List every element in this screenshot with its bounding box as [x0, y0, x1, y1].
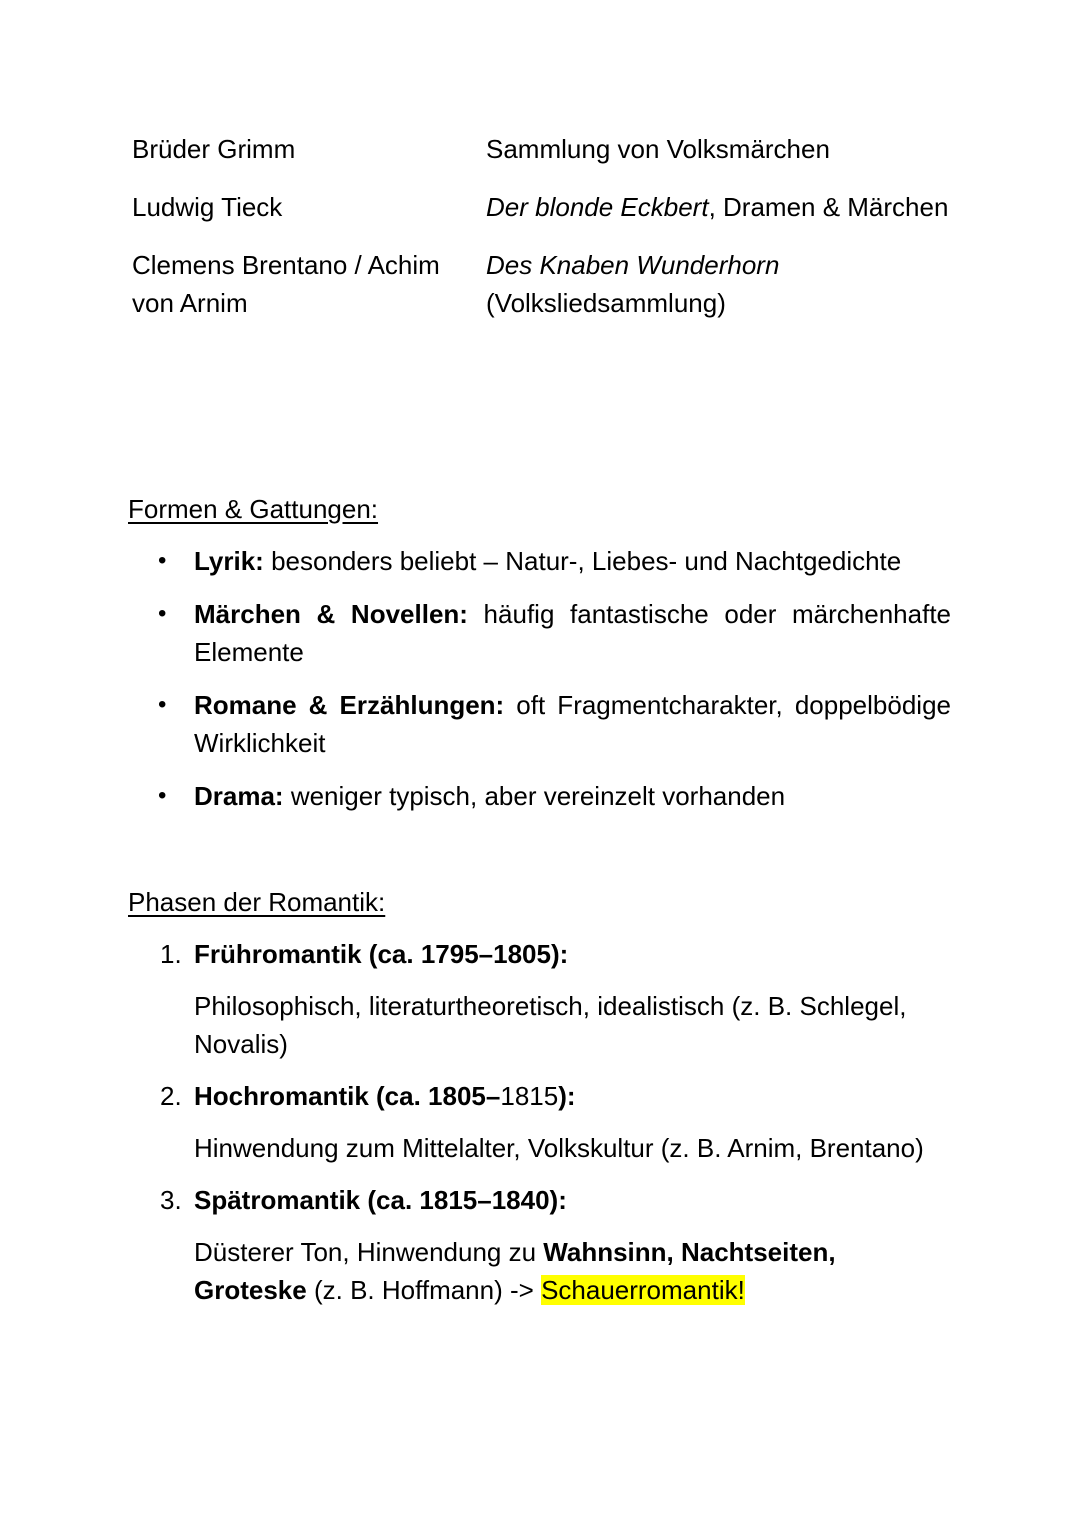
work-text: (Volksliedsammlung) — [486, 288, 726, 318]
item-text: häufig fantastische oder märchenhafte Elemente — [194, 599, 951, 667]
phases-heading: Phasen der Romantik: — [128, 887, 386, 917]
bullet-icon: • — [158, 691, 167, 718]
table-row — [132, 246, 952, 322]
phases-list — [160, 935, 954, 1323]
phase-description — [194, 1233, 954, 1309]
phase-number: 3. — [160, 1185, 182, 1215]
desc-bold: Wahnsinn, Nachtseiten, Groteske — [194, 1237, 836, 1305]
item-text: oft Fragmentcharakter, doppelbödige Wirklichkeit — [194, 690, 951, 758]
author-work — [486, 246, 952, 322]
phase-description: Philosophisch, literaturtheoretisch, idealistisch (z. B. Schlegel, Novalis) — [194, 991, 907, 1059]
item-label: Lyrik: — [194, 546, 264, 576]
item-text: weniger typisch, aber vereinzelt vorhanden — [283, 781, 786, 811]
item-label: Märchen & Novellen: — [194, 599, 468, 629]
phase-title: Frühromantik (ca. 1795–1805): — [194, 939, 569, 969]
author-works-table — [132, 130, 952, 342]
phase-item — [160, 935, 954, 1063]
item-text: besonders beliebt – Natur-, Liebes- und Nachtgedichte — [263, 546, 902, 576]
item-label: Drama: — [194, 781, 284, 811]
forms-list — [158, 542, 951, 830]
phase-title-bold: Hochromantik (ca. 1805– — [194, 1081, 501, 1111]
work-text: , Dramen & Märchen — [708, 192, 949, 222]
phase-title — [194, 1077, 954, 1115]
list-item — [158, 542, 951, 580]
bullet-icon: • — [158, 782, 167, 809]
author-name: Clemens Brentano / Achim von Arnim — [132, 250, 440, 318]
bullet-icon: • — [158, 600, 167, 627]
author-work — [486, 188, 952, 226]
phase-number: 2. — [160, 1081, 182, 1111]
phase-number: 1. — [160, 939, 182, 969]
list-item — [158, 595, 951, 671]
author-work — [486, 130, 952, 168]
table-row — [132, 130, 952, 168]
item-label: Romane & Erzählungen: — [194, 690, 505, 720]
phase-title-bold: ): — [558, 1081, 576, 1111]
list-item — [158, 777, 951, 815]
work-title: Des Knaben Wunderhorn — [486, 250, 780, 280]
bullet-icon: • — [158, 547, 167, 574]
desc-text: (z. B. Hoffmann) -> — [306, 1275, 542, 1305]
list-item — [158, 686, 951, 762]
work-title: Der blonde Eckbert — [486, 192, 709, 222]
highlighted-text: Schauerromantik! — [541, 1275, 745, 1305]
phase-item — [160, 1181, 954, 1309]
author-name: Brüder Grimm — [132, 134, 296, 164]
phase-title: Spätromantik (ca. 1815–1840): — [194, 1185, 567, 1215]
desc-text: Düsterer Ton, Hinwendung zu — [194, 1237, 544, 1267]
forms-heading: Formen & Gattungen: — [128, 494, 379, 524]
work-text: Sammlung von Volksmärchen — [486, 134, 830, 164]
author-name: Ludwig Tieck — [132, 192, 283, 222]
phase-title-plain: 1815 — [500, 1081, 559, 1111]
phase-description: Hinwendung zum Mittelalter, Volkskultur (z. B. Arnim, Brentano) — [194, 1133, 924, 1163]
phase-item — [160, 1077, 954, 1167]
table-row — [132, 188, 952, 226]
